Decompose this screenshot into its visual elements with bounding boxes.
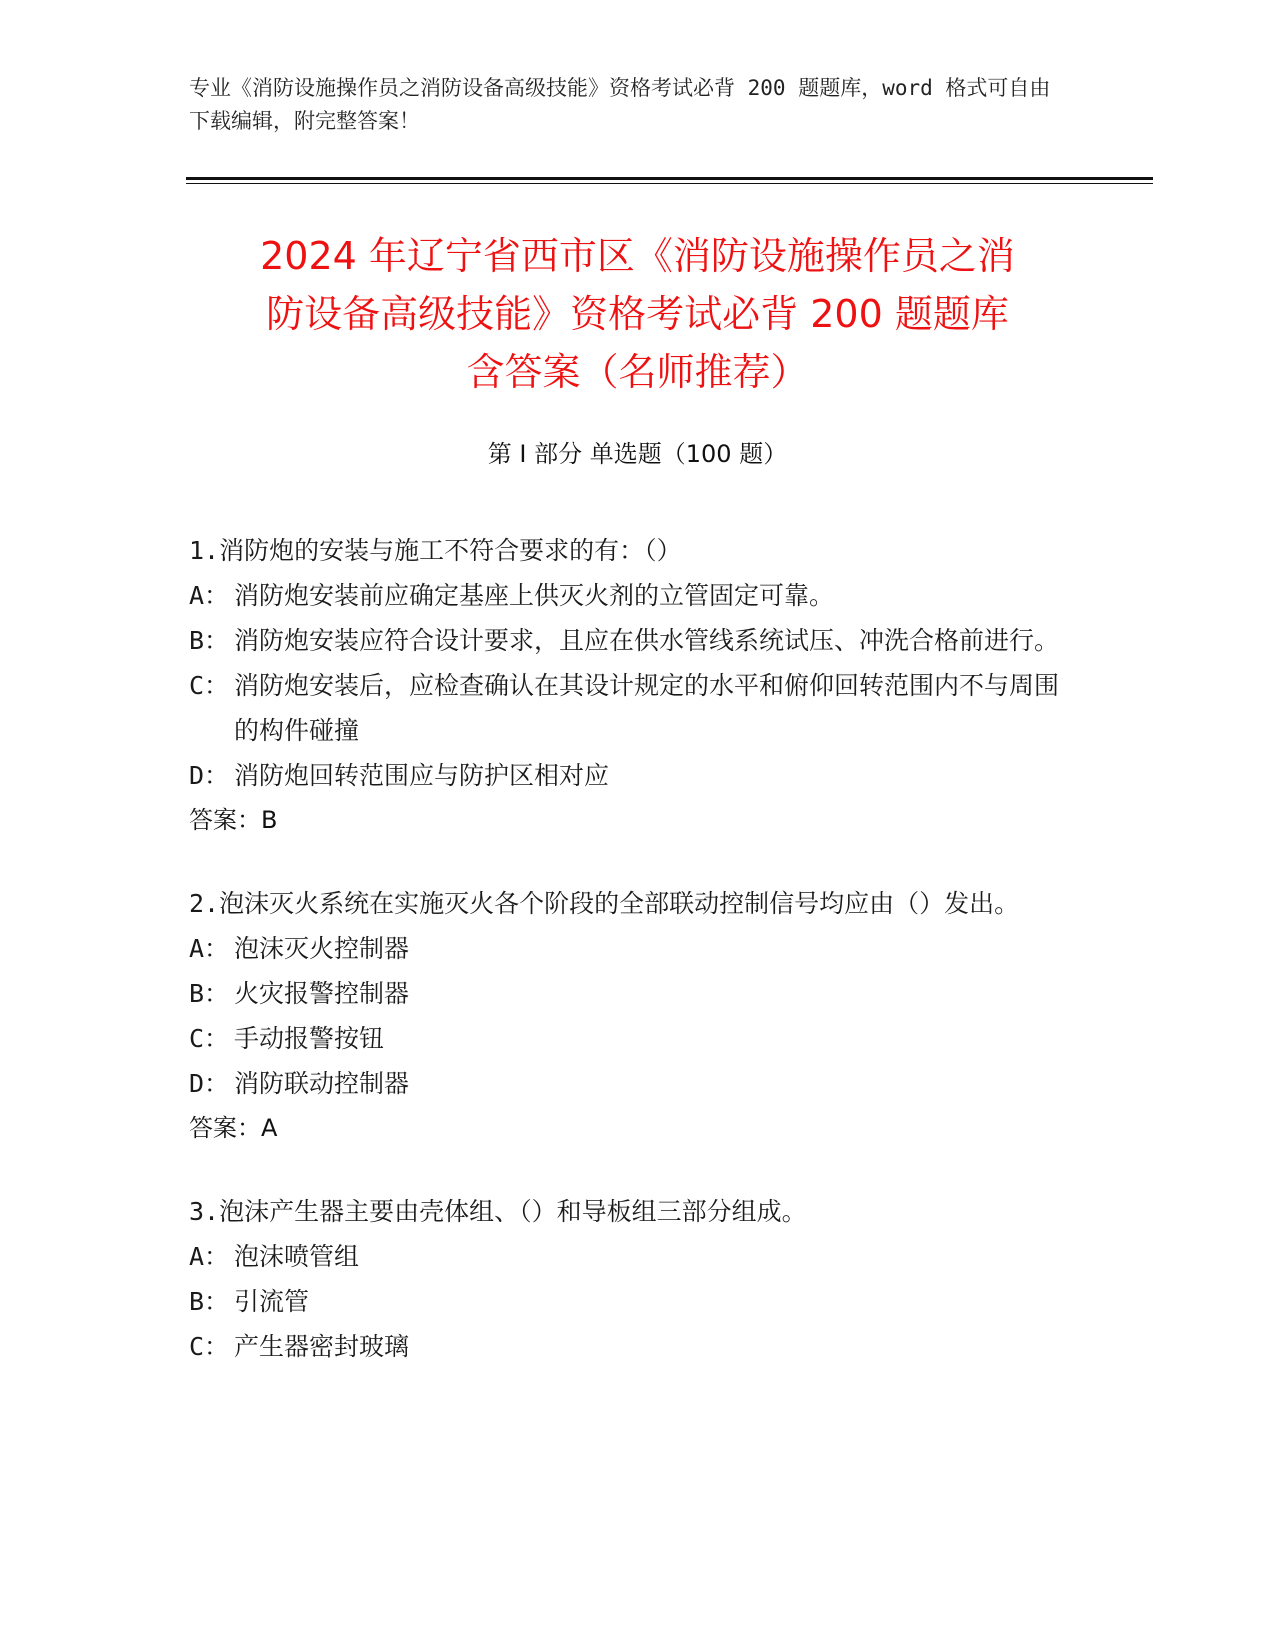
question-stem: 2.泡沫灭火系统在实施灭火各个阶段的全部联动控制信号均应由（）发出。 bbox=[189, 889, 1020, 918]
option-text: 引流管 bbox=[234, 1287, 310, 1316]
document-title bbox=[160, 227, 1115, 401]
option-d bbox=[189, 753, 1079, 798]
option-letter: A： bbox=[189, 934, 230, 963]
option-a bbox=[189, 1234, 1079, 1279]
answer-line: 答案：B bbox=[189, 806, 278, 834]
option-letter: C： bbox=[189, 1024, 230, 1053]
section-title: 第 I 部分 单选题（100 题） bbox=[487, 440, 788, 468]
option-letter: B： bbox=[189, 1287, 230, 1316]
option-text: 消防炮安装后，应检查确认在其设计规定的水平和俯仰回转范围内不与周围的构件碰撞 bbox=[234, 671, 1060, 745]
option-letter: C： bbox=[189, 671, 230, 700]
option-letter: D： bbox=[189, 1069, 230, 1098]
title-line-1: 2024 年辽宁省西市区《消防设施操作员之消 bbox=[260, 234, 1015, 278]
option-text: 泡沫喷管组 bbox=[234, 1242, 360, 1271]
option-letter: A： bbox=[189, 581, 230, 610]
option-text: 产生器密封玻璃 bbox=[234, 1332, 410, 1361]
question-3 bbox=[189, 1189, 1079, 1369]
option-text: 消防炮安装前应确定基座上供灭火剂的立管固定可靠。 bbox=[234, 581, 835, 610]
question-1 bbox=[189, 528, 1079, 843]
option-text: 手动报警按钮 bbox=[234, 1024, 385, 1053]
option-c bbox=[189, 1016, 1079, 1061]
option-letter: C： bbox=[189, 1332, 230, 1361]
option-c bbox=[189, 1324, 1079, 1369]
option-letter: D： bbox=[189, 761, 230, 790]
option-letter: A： bbox=[189, 1242, 230, 1271]
question-list bbox=[189, 528, 1079, 1407]
option-text: 消防炮回转范围应与防护区相对应 bbox=[234, 761, 610, 790]
option-d bbox=[189, 1061, 1079, 1106]
option-a bbox=[189, 573, 1079, 618]
option-letter: B： bbox=[189, 979, 230, 1008]
title-line-2: 防设备高级技能》资格考试必背 200 题题库 bbox=[266, 292, 1009, 336]
option-b bbox=[189, 971, 1079, 1016]
header-note: 专业《消防设施操作员之消防设备高级技能》资格考试必背 200 题题库，word 格式可自由下载编辑，附完整答案！ bbox=[189, 76, 1051, 133]
option-c bbox=[189, 663, 1079, 753]
header-divider-thick bbox=[186, 177, 1153, 180]
question-2 bbox=[189, 881, 1079, 1151]
question-stem: 3.泡沫产生器主要由壳体组、（）和导板组三部分组成。 bbox=[189, 1197, 807, 1226]
answer-line: 答案：A bbox=[189, 1114, 278, 1142]
header-divider-thin bbox=[186, 183, 1153, 184]
option-a bbox=[189, 926, 1079, 971]
option-text: 泡沫灭火控制器 bbox=[234, 934, 410, 963]
option-text: 消防炮安装应符合设计要求，且应在供水管线系统试压、冲洗合格前进行。 bbox=[234, 626, 1060, 655]
title-line-3: 含答案（名师推荐） bbox=[466, 350, 809, 394]
option-text: 火灾报警控制器 bbox=[234, 979, 410, 1008]
option-b bbox=[189, 1279, 1079, 1324]
option-letter: B： bbox=[189, 626, 230, 655]
question-stem: 1.消防炮的安装与施工不符合要求的有：（） bbox=[189, 536, 682, 565]
option-b bbox=[189, 618, 1079, 663]
option-text: 消防联动控制器 bbox=[234, 1069, 410, 1098]
